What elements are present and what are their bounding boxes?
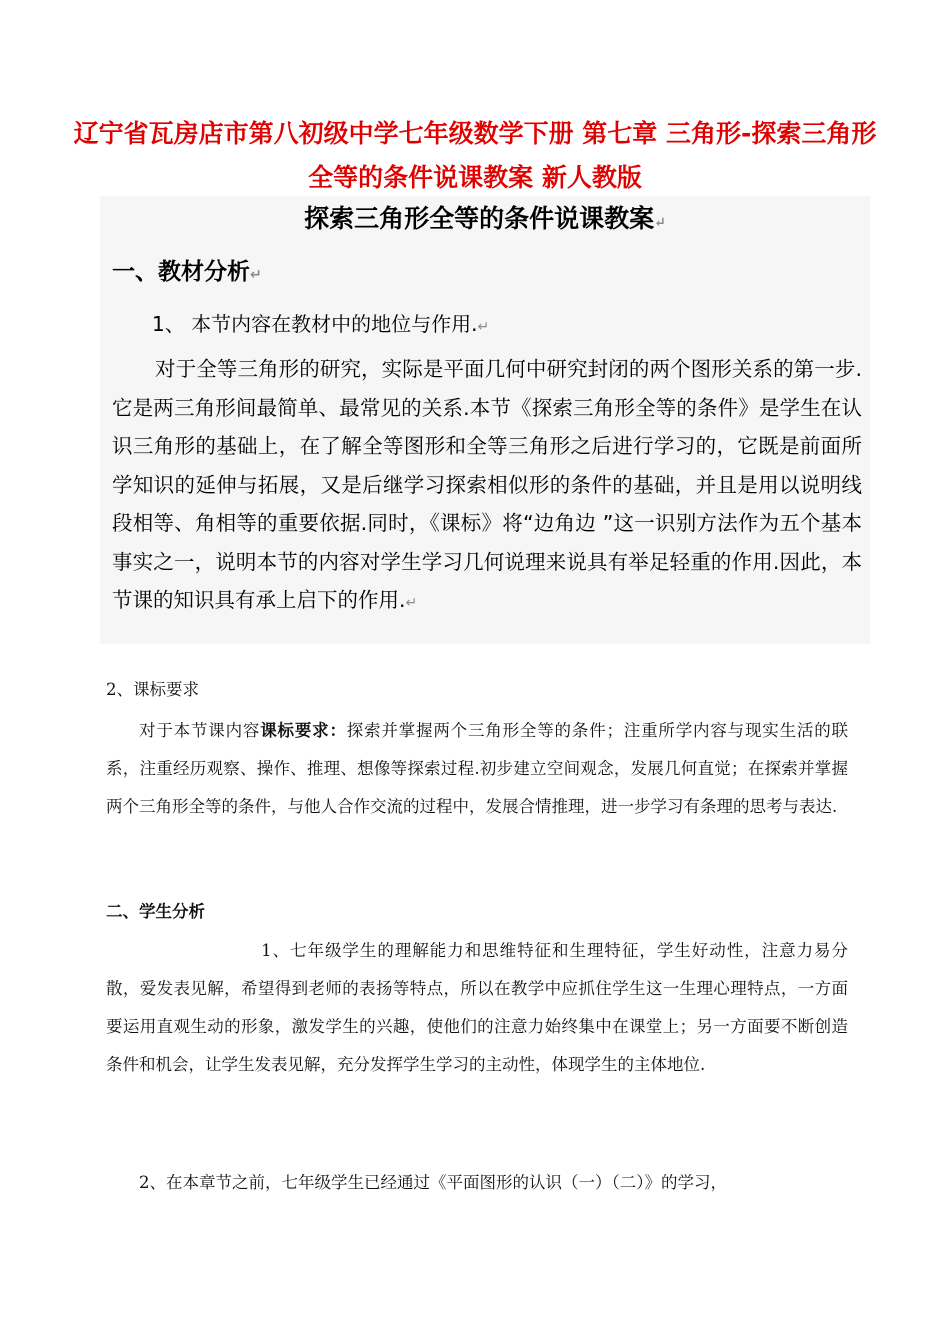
- document-title: 辽宁省瓦房店市第八初级中学七年级数学下册 第七章 三角形-探索三角形全等的条件说课教案 新人教版: [73, 119, 877, 192]
- paragraph-mark-icon: ↵: [654, 215, 666, 231]
- subsection-position-role: 1、 本节内容在教材中的地位与作用.↵: [152, 312, 490, 336]
- paragraph-mark-icon: ↵: [477, 319, 490, 335]
- paragraph-mark-icon: ↵: [250, 267, 262, 283]
- student-paragraph-1: 1、七年级学生的理解能力和思维特征和生理特征，学生好动性，注意力易分散，爱发表见解，希望得到老师的表扬等特点，所以在教学中应抓住学生这一生理心理特点，一方面要运用直观生动的形象，激发学生的兴趣，使他们的注意力始终集中在课堂上；另一方面要不断创造条件和机会，让学生发表见解，充分发挥学生学习的主动性，体现学生的主体地位.: [106, 941, 848, 1074]
- paragraph-mark-icon: ↵: [405, 595, 418, 611]
- scan-title: 探索三角形全等的条件说课教案↵: [304, 204, 666, 233]
- scan-paragraph: 对于全等三角形的研究，实际是平面几何中研究封闭的两个图形关系的第一步.它是两三角形间最简单、最常见的关系.本节《探索三角形全等的条件》是学生在认识三角形的基础上，在了解全等图形和全等三角形之后进行学习的，它既是前面所学知识的延伸与拓展，又是后继学习探索相似形的条件的基础，并且是用以说明线段相等、角相等的重要依据.同时，《课标》将“边角边 ”这一识别方法作为五个基本事实之一，说明本节的内容对学生学习几何说理来说具有举足轻重的作用.因此，本节课的知识具有承上启下的作用.↵: [112, 357, 862, 612]
- scanned-excerpt: [100, 196, 870, 644]
- section-heading-student-analysis: 二、学生分析: [106, 902, 205, 921]
- student-paragraph-2: 2、在本章节之前，七年级学生已经通过《平面图形的认识（一）（二）》的学习，: [139, 1173, 727, 1192]
- section-heading-curriculum: 2、课标要求: [106, 680, 199, 699]
- section-heading-textbook-analysis: 一、教材分析↵: [112, 259, 262, 285]
- curriculum-paragraph: 对于本节课内容课标要求：探索并掌握两个三角形全等的条件；注重所学内容与现实生活的联系，注重经历观察、操作、推理、想像等探索过程.初步建立空间观念，发展几何直觉；在探索并掌握两个三角形全等的条件，与他人合作交流的过程中，发展合情推理，进一步学习有条理的思考与表达.: [106, 721, 848, 816]
